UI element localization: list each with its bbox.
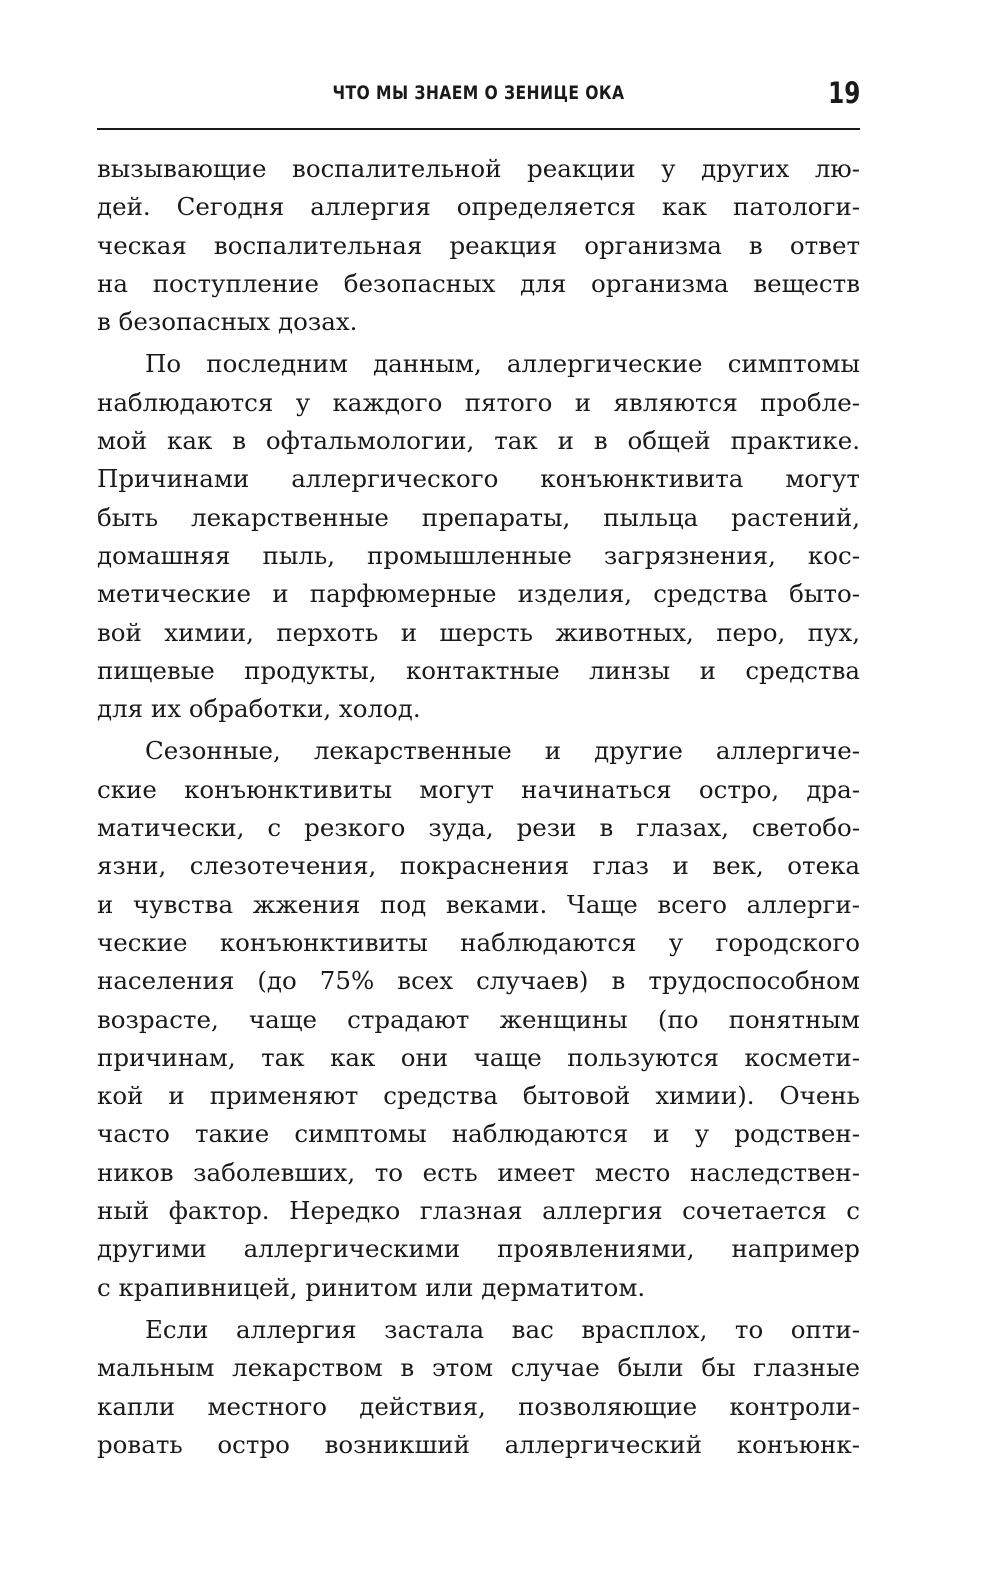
text-line: и чувства жжения под веками. Чаще всего аллерги- bbox=[97, 889, 860, 919]
text-line: ские конъюнктивиты могут начинаться остро, дра- bbox=[97, 774, 860, 804]
text-line: язни, слезотечения, покраснения глаз и век, отека bbox=[97, 851, 860, 881]
text-line: для их обработки, холод. bbox=[97, 694, 421, 724]
paragraph bbox=[97, 1311, 860, 1464]
text-line: Если аллергия застала вас врасплох, то опти- bbox=[145, 1314, 860, 1344]
header-rule bbox=[97, 128, 860, 130]
paragraph bbox=[97, 150, 860, 341]
paragraph bbox=[97, 732, 860, 1306]
text-line: с крапивницей, ринитом или дерматитом. bbox=[97, 1272, 646, 1302]
text-line: вой химии, перхоть и шерсть животных, перо, пух, bbox=[97, 617, 860, 647]
text-line: пищевые продукты, контактные линзы и средства bbox=[97, 655, 860, 685]
text-line: дей. Сегодня аллергия определяется как патологи- bbox=[97, 192, 860, 222]
text-line: другими аллергическими проявлениями, например bbox=[97, 1234, 860, 1264]
text-line: часто такие симптомы наблюдаются и у родствен- bbox=[97, 1119, 860, 1149]
text-line: капли местного действия, позволяющие контроли- bbox=[97, 1391, 860, 1421]
text-line: ровать остро возникший аллергический конъюнк- bbox=[97, 1429, 860, 1459]
running-head bbox=[97, 78, 860, 118]
text-line: Сезонные, лекарственные и другие аллергиче- bbox=[145, 736, 860, 766]
text-line: возрасте, чаще страдают женщины (по понятным bbox=[97, 1004, 860, 1034]
text-line: вызывающие воспалительной реакции у других лю- bbox=[97, 154, 860, 183]
text-line: мальным лекарством в этом случае были бы глазные bbox=[97, 1353, 860, 1383]
text-line: Причинами аллергического конъюнктивита могут bbox=[97, 464, 860, 494]
running-title: ЧТО МЫ ЗНАЕМ О ЗЕНИЦЕ ОКА bbox=[332, 82, 625, 104]
text-line: в безопасных дозах. bbox=[97, 307, 358, 337]
text-line: мой как в офтальмологии, так и в общей практике. bbox=[97, 426, 860, 456]
text-line: на поступление безопасных для организма веществ bbox=[97, 268, 860, 298]
text-line: быть лекарственные препараты, пыльца растений, bbox=[97, 502, 860, 532]
text-line: причинам, так как они чаще пользуются космети- bbox=[97, 1042, 860, 1072]
text-line: ческие конъюнктивиты наблюдаются у городского bbox=[97, 927, 860, 957]
page-number: 19 bbox=[827, 76, 860, 110]
text-line: метические и парфюмерные изделия, средства быто- bbox=[97, 579, 860, 609]
body-text bbox=[97, 150, 860, 1464]
text-line: По последним данным, аллергические симптомы bbox=[145, 349, 860, 379]
text-line: матически, с резкого зуда, рези в глазах, светобо- bbox=[97, 813, 860, 843]
text-line: кой и применяют средства бытовой химии). Очень bbox=[97, 1081, 860, 1111]
text-line: домашняя пыль, промышленные загрязнения, кос- bbox=[97, 540, 860, 570]
text-line: ный фактор. Нередко глазная аллергия сочетается с bbox=[97, 1196, 860, 1226]
text-line: ников заболевших, то есть имеет место наследствен- bbox=[97, 1157, 860, 1187]
text-line: населения (до 75% всех случаев) в трудоспособном bbox=[97, 966, 860, 996]
text-line: наблюдаются у каждого пятого и являются пробле- bbox=[97, 387, 860, 417]
paragraph bbox=[97, 345, 860, 728]
text-line: ческая воспалительная реакция организма в ответ bbox=[97, 230, 860, 260]
